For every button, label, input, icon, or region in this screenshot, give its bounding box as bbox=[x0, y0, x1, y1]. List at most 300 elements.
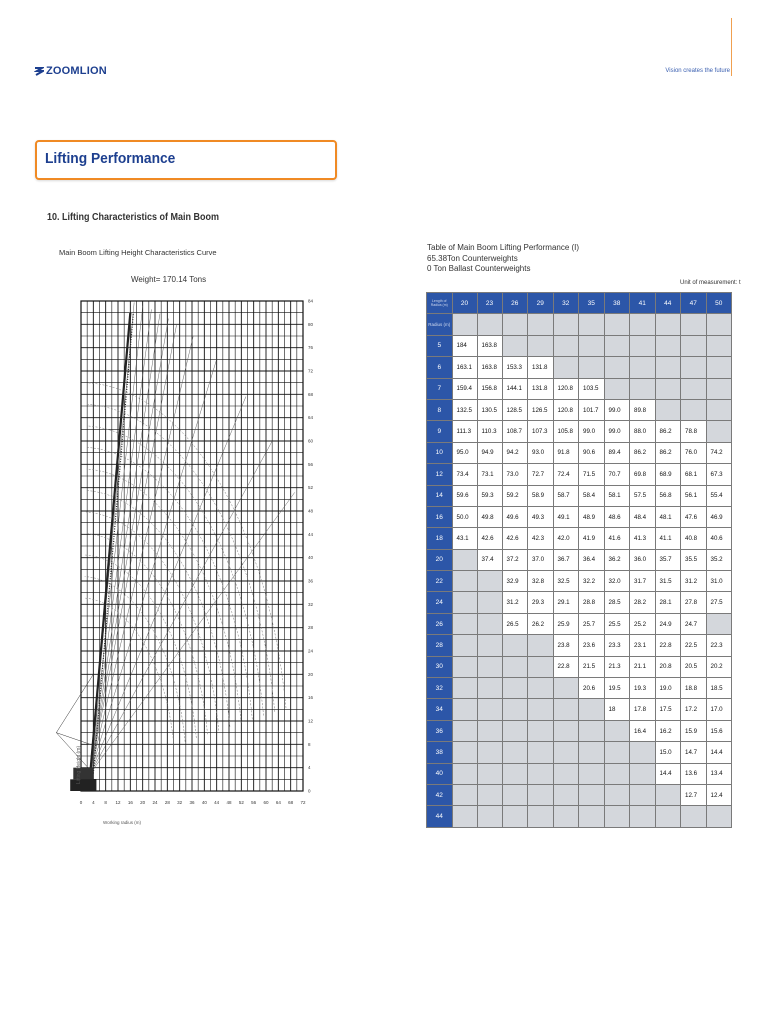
table-cell bbox=[579, 699, 605, 720]
table-cell: 43.1 bbox=[452, 528, 477, 549]
table-cell bbox=[681, 399, 707, 420]
table-cell bbox=[553, 678, 579, 699]
table-cell bbox=[452, 806, 477, 827]
table-cell bbox=[604, 314, 630, 335]
table-cell: 26.2 bbox=[528, 613, 554, 634]
x-tick-label: 28 bbox=[164, 800, 170, 805]
table-cell: 42.0 bbox=[553, 528, 579, 549]
boom-length-header: 32 bbox=[553, 293, 579, 314]
table-cell: 71.5 bbox=[579, 464, 605, 485]
table-cell: 58.4 bbox=[579, 485, 605, 506]
table-cell: 21.1 bbox=[630, 656, 656, 677]
table-cell: 15.9 bbox=[681, 720, 707, 741]
table-cell: 105.8 bbox=[553, 421, 579, 442]
table-title-line: Table of Main Boom Lifting Performance (I) bbox=[427, 243, 580, 252]
boom-length-header: 50 bbox=[706, 293, 732, 314]
table-cell bbox=[553, 806, 579, 827]
table-cell bbox=[477, 592, 502, 613]
y-tick-label: 24 bbox=[308, 648, 314, 654]
table-cell bbox=[655, 378, 681, 399]
table-cell: 56.8 bbox=[655, 485, 681, 506]
table-cell: 72.4 bbox=[553, 464, 579, 485]
table-cell bbox=[604, 720, 630, 741]
table-cell: 72.7 bbox=[528, 464, 554, 485]
table-row bbox=[427, 442, 732, 463]
table-cell: 94.2 bbox=[502, 442, 528, 463]
radius-cell: 9 bbox=[427, 421, 453, 442]
table-row bbox=[427, 742, 732, 763]
x-tick-label: 64 bbox=[275, 800, 281, 805]
table-cell: 49.3 bbox=[528, 506, 554, 527]
radius-cell: 14 bbox=[427, 485, 453, 506]
radius-cell: 18 bbox=[427, 528, 453, 549]
table-cell bbox=[477, 613, 502, 634]
header-divider bbox=[731, 18, 732, 76]
table-cell bbox=[579, 784, 605, 805]
table-cell: 35.7 bbox=[655, 549, 681, 570]
table-cell bbox=[553, 699, 579, 720]
y-tick-label: 0 bbox=[308, 788, 311, 794]
radius-cell: 32 bbox=[427, 678, 453, 699]
table-cell: 41.1 bbox=[655, 528, 681, 549]
table-cell: 35.5 bbox=[681, 549, 707, 570]
table-cell bbox=[604, 357, 630, 378]
table-cell bbox=[502, 784, 528, 805]
table-cell bbox=[655, 806, 681, 827]
table-cell: 28.8 bbox=[579, 592, 605, 613]
table-cell: 24.7 bbox=[681, 613, 707, 634]
table-cell bbox=[502, 678, 528, 699]
table-cell bbox=[528, 720, 554, 741]
table-cell: 46.9 bbox=[706, 506, 732, 527]
table-cell: 19.3 bbox=[630, 678, 656, 699]
table-cell: 163.1 bbox=[452, 357, 477, 378]
weight-label: Weight= 170.14 Tons bbox=[131, 275, 207, 284]
table-title-line: 65.38Ton Counterweights bbox=[427, 253, 518, 263]
table-cell: 23.1 bbox=[630, 635, 656, 656]
table-cell: 28.1 bbox=[655, 592, 681, 613]
radius-cell: 5 bbox=[427, 335, 453, 356]
y-tick-labels bbox=[308, 299, 314, 794]
table-cell: 14.4 bbox=[706, 742, 732, 763]
y-tick-label: 84 bbox=[308, 298, 314, 304]
table-cell: 23.3 bbox=[604, 635, 630, 656]
table-cell: 25.7 bbox=[579, 613, 605, 634]
table-cell bbox=[706, 335, 732, 356]
table-cell bbox=[477, 763, 502, 784]
table-cell: 103.5 bbox=[579, 378, 605, 399]
boom-length-header: 41 bbox=[630, 293, 656, 314]
table-cell bbox=[655, 314, 681, 335]
table-cell bbox=[502, 635, 528, 656]
radius-cell: 10 bbox=[427, 442, 453, 463]
table-row bbox=[427, 806, 732, 827]
x-tick-label: 48 bbox=[226, 800, 232, 805]
table-cell: 17.5 bbox=[655, 699, 681, 720]
radius-label-row bbox=[427, 314, 732, 335]
table-cell: 16.2 bbox=[655, 720, 681, 741]
table-cell bbox=[681, 335, 707, 356]
table-cell: 126.5 bbox=[528, 399, 554, 420]
table-cell bbox=[630, 314, 656, 335]
table-cell bbox=[553, 314, 579, 335]
table-cell: 58.9 bbox=[528, 485, 554, 506]
table-cell bbox=[579, 720, 605, 741]
table-cell: 32.5 bbox=[553, 571, 579, 592]
table-cell: 42.6 bbox=[502, 528, 528, 549]
table-row bbox=[427, 635, 732, 656]
table-cell: 58.1 bbox=[604, 485, 630, 506]
table-cell: 88.0 bbox=[630, 421, 656, 442]
table-cell: 28.2 bbox=[630, 592, 656, 613]
table-row bbox=[427, 699, 732, 720]
table-cell: 23.6 bbox=[579, 635, 605, 656]
radius-cell: 22 bbox=[427, 571, 453, 592]
y-tick-label: 40 bbox=[308, 555, 314, 561]
table-cell bbox=[579, 357, 605, 378]
table-cell: 14.4 bbox=[655, 763, 681, 784]
table-cell bbox=[579, 742, 605, 763]
table-cell bbox=[579, 763, 605, 784]
table-cell: 57.5 bbox=[630, 485, 656, 506]
table-cell: 78.8 bbox=[681, 421, 707, 442]
table-cell: 32.9 bbox=[502, 571, 528, 592]
table-row bbox=[427, 528, 732, 549]
table-cell bbox=[477, 656, 502, 677]
radius-cell: 40 bbox=[427, 763, 453, 784]
x-tick-label: 20 bbox=[140, 800, 146, 805]
table-cell bbox=[579, 806, 605, 827]
table-row bbox=[427, 571, 732, 592]
table-cell bbox=[477, 635, 502, 656]
table-cell bbox=[452, 699, 477, 720]
table-cell: 37.0 bbox=[528, 549, 554, 570]
table-cell bbox=[502, 742, 528, 763]
table-cell: 131.8 bbox=[528, 378, 554, 399]
radius-cell: 44 bbox=[427, 806, 453, 827]
table-cell: 144.1 bbox=[502, 378, 528, 399]
table-cell: 36.0 bbox=[630, 549, 656, 570]
table-cell bbox=[452, 784, 477, 805]
radius-cell: 24 bbox=[427, 592, 453, 613]
table-cell bbox=[452, 742, 477, 763]
table-cell: 19.0 bbox=[655, 678, 681, 699]
table-cell: 94.9 bbox=[477, 442, 502, 463]
table-cell: 48.1 bbox=[655, 506, 681, 527]
table-header-row bbox=[427, 293, 732, 314]
y-tick-label: 32 bbox=[308, 601, 314, 607]
y-tick-label: 28 bbox=[308, 625, 314, 631]
table-row bbox=[427, 506, 732, 527]
table-cell bbox=[452, 314, 477, 335]
table-cell: 49.8 bbox=[477, 506, 502, 527]
table-cell: 163.8 bbox=[477, 357, 502, 378]
table-cell: 31.7 bbox=[630, 571, 656, 592]
table-cell: 36.7 bbox=[553, 549, 579, 570]
table-cell: 91.8 bbox=[553, 442, 579, 463]
x-tick-label: 72 bbox=[300, 800, 306, 805]
table-cell bbox=[579, 314, 605, 335]
table-cell bbox=[579, 335, 605, 356]
table-cell bbox=[681, 314, 707, 335]
boom-length-header: 44 bbox=[655, 293, 681, 314]
table-cell bbox=[553, 742, 579, 763]
table-cell: 21.3 bbox=[604, 656, 630, 677]
table-cell: 26.5 bbox=[502, 613, 528, 634]
table-cell: 36.4 bbox=[579, 549, 605, 570]
table-cell: 73.0 bbox=[502, 464, 528, 485]
table-row bbox=[427, 784, 732, 805]
table-row bbox=[427, 335, 732, 356]
table-cell: 22.5 bbox=[681, 635, 707, 656]
x-tick-label: 44 bbox=[214, 800, 220, 805]
x-tick-label: 24 bbox=[152, 800, 158, 805]
table-cell: 25.5 bbox=[604, 613, 630, 634]
table-cell: 99.0 bbox=[604, 399, 630, 420]
table-cell: 28.5 bbox=[604, 592, 630, 613]
table-cell: 49.6 bbox=[502, 506, 528, 527]
radius-cell: 26 bbox=[427, 613, 453, 634]
table-cell bbox=[502, 763, 528, 784]
y-tick-label: 12 bbox=[308, 718, 314, 724]
y-tick-label: 80 bbox=[308, 321, 314, 327]
y-tick-label: 16 bbox=[308, 695, 314, 701]
table-cell: 132.5 bbox=[452, 399, 477, 420]
table-cell bbox=[681, 357, 707, 378]
table-cell: 69.8 bbox=[630, 464, 656, 485]
brand-logo bbox=[34, 65, 107, 77]
boom-length-header: 38 bbox=[604, 293, 630, 314]
table-cell: 17.2 bbox=[681, 699, 707, 720]
table-cell bbox=[655, 357, 681, 378]
table-cell bbox=[630, 763, 656, 784]
radius-label: Radius (m) bbox=[427, 314, 453, 335]
radius-cell: 34 bbox=[427, 699, 453, 720]
radius-cell: 30 bbox=[427, 656, 453, 677]
table-cell: 41.6 bbox=[604, 528, 630, 549]
table-cell: 59.2 bbox=[502, 485, 528, 506]
table-row bbox=[427, 592, 732, 613]
x-tick-label: 56 bbox=[251, 800, 257, 805]
radius-cell: 42 bbox=[427, 784, 453, 805]
table-cell: 15.6 bbox=[706, 720, 732, 741]
table-cell bbox=[630, 742, 656, 763]
section-title: Lifting Performance bbox=[45, 150, 176, 167]
table-cell bbox=[477, 571, 502, 592]
table-cell bbox=[452, 571, 477, 592]
x-tick-labels bbox=[80, 800, 306, 805]
table-cell bbox=[630, 784, 656, 805]
table-cell: 89.8 bbox=[630, 399, 656, 420]
y-axis-label: Lifting Height (m) bbox=[76, 745, 82, 785]
table-cell: 95.0 bbox=[452, 442, 477, 463]
table-cell: 67.3 bbox=[706, 464, 732, 485]
table-cell: 41.3 bbox=[630, 528, 656, 549]
x-tick-label: 60 bbox=[263, 800, 269, 805]
y-tick-label: 52 bbox=[308, 485, 314, 491]
table-cell bbox=[477, 678, 502, 699]
y-tick-label: 76 bbox=[308, 345, 314, 351]
table-cell: 27.8 bbox=[681, 592, 707, 613]
table-cell: 68.9 bbox=[655, 464, 681, 485]
table-cell bbox=[706, 314, 732, 335]
table-cell: 70.7 bbox=[604, 464, 630, 485]
table-cell bbox=[452, 592, 477, 613]
curve-title: Main Boom Lifting Height Characteristics Curve bbox=[59, 248, 217, 257]
table-cell bbox=[706, 806, 732, 827]
table-cell: 42.6 bbox=[477, 528, 502, 549]
y-tick-label: 20 bbox=[308, 671, 314, 677]
table-cell: 58.7 bbox=[553, 485, 579, 506]
table-cell: 31.5 bbox=[655, 571, 681, 592]
x-tick-label: 36 bbox=[189, 800, 195, 805]
table-cell bbox=[528, 335, 554, 356]
corner-label-top: Length of bbox=[431, 299, 447, 304]
table-cell: 74.2 bbox=[706, 442, 732, 463]
table-cell: 31.0 bbox=[706, 571, 732, 592]
y-tick-label: 64 bbox=[308, 415, 314, 421]
table-cell: 18 bbox=[604, 699, 630, 720]
table-cell bbox=[528, 806, 554, 827]
table-cell: 86.2 bbox=[655, 421, 681, 442]
table-cell: 49.1 bbox=[553, 506, 579, 527]
radius-cell: 12 bbox=[427, 464, 453, 485]
table-cell: 68.1 bbox=[681, 464, 707, 485]
table-cell: 21.5 bbox=[579, 656, 605, 677]
table-cell bbox=[528, 656, 554, 677]
table-cell bbox=[452, 635, 477, 656]
table-cell: 40.6 bbox=[706, 528, 732, 549]
table-cell bbox=[528, 763, 554, 784]
boom-length-header: 23 bbox=[477, 293, 502, 314]
table-cell: 93.0 bbox=[528, 442, 554, 463]
table-cell: 120.8 bbox=[553, 378, 579, 399]
table-cell bbox=[655, 784, 681, 805]
table-cell bbox=[452, 656, 477, 677]
table-cell: 86.2 bbox=[630, 442, 656, 463]
table-cell bbox=[452, 613, 477, 634]
table-cell: 32.0 bbox=[604, 571, 630, 592]
table-cell bbox=[528, 699, 554, 720]
table-cell bbox=[604, 784, 630, 805]
table-cell bbox=[452, 720, 477, 741]
radius-cell: 28 bbox=[427, 635, 453, 656]
table-cell bbox=[630, 378, 656, 399]
table-cell: 40.8 bbox=[681, 528, 707, 549]
table-cell bbox=[706, 421, 732, 442]
x-tick-label: 0 bbox=[79, 800, 83, 805]
tagline: Vision creates the future bbox=[665, 68, 730, 74]
table-cell bbox=[528, 314, 554, 335]
boom-length-header: 29 bbox=[528, 293, 554, 314]
table-cell bbox=[502, 314, 528, 335]
x-tick-label: 52 bbox=[238, 800, 244, 805]
y-tick-label: 4 bbox=[308, 765, 311, 771]
table-cell bbox=[502, 335, 528, 356]
table-cell bbox=[528, 678, 554, 699]
table-cell bbox=[477, 784, 502, 805]
table-cell bbox=[477, 806, 502, 827]
table-row bbox=[427, 378, 732, 399]
table-cell: 163.8 bbox=[477, 335, 502, 356]
crane-icon bbox=[70, 768, 96, 791]
table-cell: 120.8 bbox=[553, 399, 579, 420]
table-title-line: 0 Ton Ballast Counterweights bbox=[427, 264, 531, 273]
table-cell: 56.1 bbox=[681, 485, 707, 506]
table-cell: 18.8 bbox=[681, 678, 707, 699]
table-cell: 23.8 bbox=[553, 635, 579, 656]
table-row bbox=[427, 357, 732, 378]
boom-length-header: 20 bbox=[452, 293, 477, 314]
table-row bbox=[427, 678, 732, 699]
y-tick-label: 44 bbox=[308, 531, 314, 537]
table-cell: 48.4 bbox=[630, 506, 656, 527]
table-cell bbox=[604, 742, 630, 763]
radius-cell: 38 bbox=[427, 742, 453, 763]
table-cell: 31.2 bbox=[681, 571, 707, 592]
table-cell: 111.3 bbox=[452, 421, 477, 442]
table-cell: 107.3 bbox=[528, 421, 554, 442]
radius-cell: 36 bbox=[427, 720, 453, 741]
brand-name: ZOOMLION bbox=[46, 65, 107, 77]
table-cell bbox=[604, 763, 630, 784]
table-cell bbox=[706, 378, 732, 399]
table-row bbox=[427, 613, 732, 634]
table-cell: 17.8 bbox=[630, 699, 656, 720]
corner-label-bottom: Radius (m) bbox=[430, 303, 448, 308]
x-tick-label: 12 bbox=[115, 800, 121, 805]
table-cell bbox=[553, 335, 579, 356]
table-cell bbox=[477, 314, 502, 335]
table-cell: 31.2 bbox=[502, 592, 528, 613]
table-cell bbox=[502, 720, 528, 741]
table-row bbox=[427, 485, 732, 506]
x-axis-label: Working radius (m) bbox=[103, 820, 141, 825]
y-tick-label: 68 bbox=[308, 391, 314, 397]
table-cell bbox=[604, 335, 630, 356]
table-cell: 110.3 bbox=[477, 421, 502, 442]
table-cell: 35.2 bbox=[706, 549, 732, 570]
table-row bbox=[427, 464, 732, 485]
table-cell bbox=[553, 720, 579, 741]
table-row bbox=[427, 763, 732, 784]
table-cell: 13.4 bbox=[706, 763, 732, 784]
table-cell bbox=[477, 742, 502, 763]
table-cell: 184 bbox=[452, 335, 477, 356]
chart-grid bbox=[81, 301, 303, 791]
table-cell: 15.0 bbox=[655, 742, 681, 763]
table-cell: 99.0 bbox=[579, 421, 605, 442]
radius-cell: 20 bbox=[427, 549, 453, 570]
crane-track bbox=[70, 779, 96, 791]
radius-cell: 6 bbox=[427, 357, 453, 378]
table-cell: 128.5 bbox=[502, 399, 528, 420]
table-cell: 153.3 bbox=[502, 357, 528, 378]
table-cell: 156.8 bbox=[477, 378, 502, 399]
table-cell bbox=[681, 378, 707, 399]
table-cell: 16.4 bbox=[630, 720, 656, 741]
table-cell: 48.6 bbox=[604, 506, 630, 527]
y-tick-label: 72 bbox=[308, 368, 314, 374]
table-cell bbox=[706, 613, 732, 634]
table-cell: 12.7 bbox=[681, 784, 707, 805]
table-row bbox=[427, 549, 732, 570]
table-cell: 37.2 bbox=[502, 549, 528, 570]
table-cell: 48.9 bbox=[579, 506, 605, 527]
table-cell bbox=[452, 549, 477, 570]
table-cell: 101.7 bbox=[579, 399, 605, 420]
section-title-box bbox=[35, 140, 337, 180]
